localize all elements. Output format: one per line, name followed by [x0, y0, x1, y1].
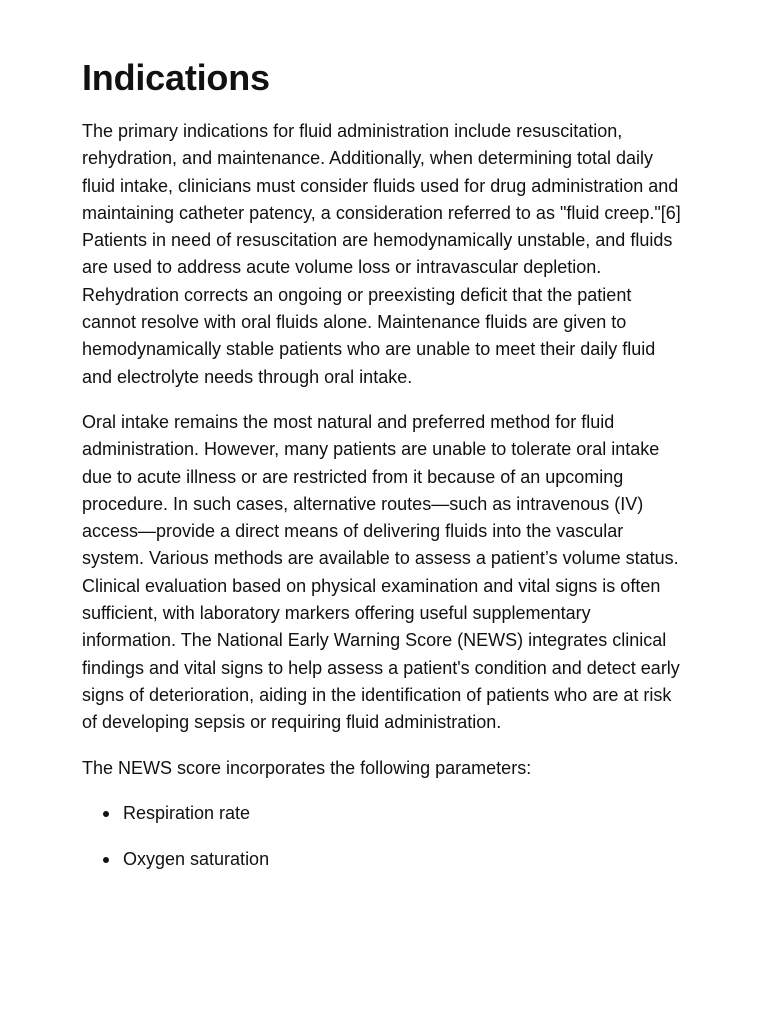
indications-paragraph: The primary indications for fluid administration include resuscitation, rehydration, and maintenance. Additionally, when determining total daily fluid intake, clinicians must consider fluids used for drug administration and maintaining catheter patency, a consideration referred to as "fluid creep."[6] Patients in need of resuscitation are hemodynamically unstable, and fluids are used to address acute volume loss or intravascular depletion. Rehydration corrects an ongoing or preexisting deficit that the patient cannot resolve with oral fluids alone. Maintenance fluids are given to hemodynamically stable patients who are unable to meet their daily fluid and electrolyte needs through oral intake.	[82, 121, 681, 387]
bullet-icon	[103, 811, 109, 817]
oral-intake-paragraph: Oral intake remains the most natural and preferred method for fluid administration. However, many patients are unable to tolerate oral intake due to acute illness or are restricted from it because of an upcoming procedure. In such cases, alternative routes—such as intravenous (IV) access—provide a direct means of delivering fluids into the vascular system. Various methods are available to assess a patient’s volume status. Clinical evaluation based on physical examination and vital signs is often sufficient, with laboratory markers offering useful supplementary information. The National Early Warning Score (NEWS) integrates clinical findings and vital signs to help assess a patient's condition and detect early signs of deterioration, aiding in the identification of patients who are at risk of developing sepsis or requiring fluid administration.	[82, 411, 680, 733]
article-content	[82, 52, 688, 892]
list-item	[82, 800, 688, 827]
news-parameters-list	[82, 800, 688, 874]
news-intro-paragraph: The NEWS score incorporates the following parameters:	[82, 757, 532, 778]
section-heading: Indications	[82, 57, 270, 98]
list-item-label: Respiration rate	[123, 802, 251, 823]
list-item-label: Oxygen saturation	[123, 849, 270, 870]
list-item	[82, 846, 688, 873]
bullet-icon	[103, 857, 109, 863]
